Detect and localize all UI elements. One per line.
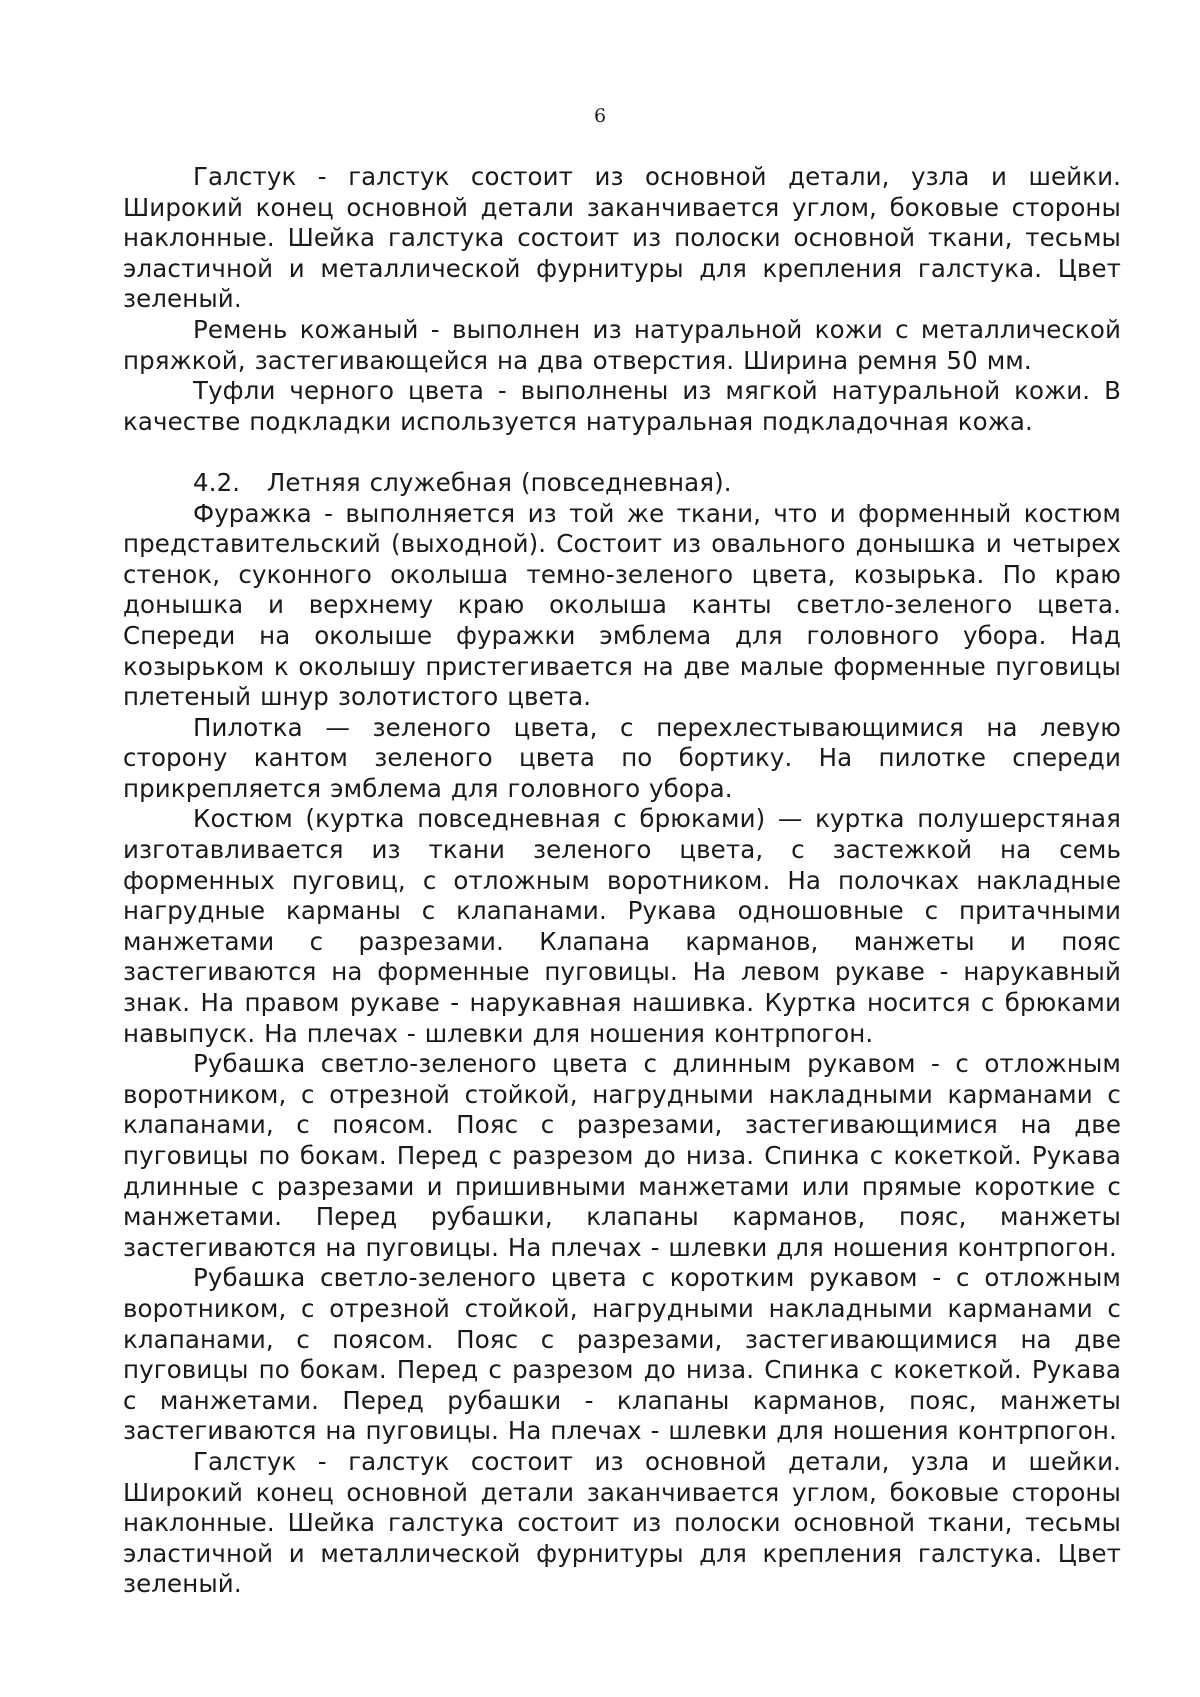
page-number: 6 (593, 105, 607, 127)
paragraph-long-sleeve-shirt: Рубашка светло-зеленого цвета с длинным рукавом - с отложным воротником, с отрезной стойкой, нагрудными накладными карманами с клапанами, с поясом. Пояс с разрезами, застегивающимися на две пуговицы по бокам. Перед с разрезом до низа. Спинка с кокеткой. Рукава длинные с разрезами и пришивными манжетами или прямые короткие с манжетами. Перед рубашки, клапаны карманов, пояс, манжеты застегиваются на пуговицы. На плечах - шлевки для ношения контрпогон. (123, 1049, 1121, 1262)
paragraph-jacket-suit: Костюм (куртка повседневная с брюками) — куртка полушерстяная изготавливается из ткани зеленого цвета, с застежкой на семь форменных пуговиц, с отложным воротником. На полочках накладные нагрудные карманы с клапанами. Рукава одношовные с притачными манжетами с разрезами. Клапана карманов, манжеты и пояс застегиваются на форменные пуговицы. На левом рукаве - нарукавный знак. На правом рукаве - нарукавная нашивка. Куртка носится с брюками навыпуск. На плечах - шлевки для ношения контрпогон. (123, 804, 1121, 1048)
document-body (123, 162, 1121, 1600)
paragraph-leather-belt: Ремень кожаный - выполнен из натуральной кожи с металлической пряжкой, застегивающейся на два отверстия. Ширина ремня 50 мм. (123, 314, 1121, 375)
paragraph-peaked-cap: Фуражка - выполняется из той же ткани, что и форменный костюм представительский (выходной). Состоит из овального донышка и четырех стенок, суконного околыша темно-зеленого цвета, козырька. По краю донышка и верхнему краю околыша канты светло-зеленого цвета. Спереди на околыше фуражки эмблема для головного убора. Над козырьком к околышу пристегивается на две малые форменные пуговицы плетеный шнур золотистого цвета. (123, 498, 1121, 712)
paragraph-garrison-cap: Пилотка — зеленого цвета, с перехлестывающимися на левую сторону кантом зеленого цвета по бортику. На пилотке спереди прикрепляется эмблема для головного убора. (123, 712, 1121, 803)
paragraph-short-sleeve-shirt: Рубашка светло-зеленого цвета с коротким рукавом - с отложным воротником, с отрезной стойкой, нагрудными накладными карманами с клапанами, с поясом. Пояс с разрезами, застегивающимися на две пуговицы по бокам. Перед с разрезом до низа. Спинка с кокеткой. Рукава с манжетами. Перед рубашки - клапаны карманов, пояс, манжеты застегиваются на пуговицы. На плечах - шлевки для ношения контрпогон. (123, 1263, 1121, 1446)
paragraph-necktie: Галстук - галстук состоит из основной детали, узла и шейки. Широкий конец основной детали заканчивается углом, боковые стороны наклонные. Шейка галстука состоит из полоски основной ткани, тесьмы эластичной и металлической фурнитуры для крепления галстука. Цвет зеленый. (123, 162, 1121, 314)
section-heading: 4.2. Летняя служебная (повседневная). (193, 467, 732, 497)
paragraph-necktie-summer: Галстук - галстук состоит из основной детали, узла и шейки. Широкий конец основной детали заканчивается углом, боковые стороны наклонные. Шейка галстука состоит из полоски основной ткани, тесьмы эластичной и металлической фурнитуры для крепления галстука. Цвет зеленый. (123, 1446, 1121, 1599)
paragraph-black-shoes: Туфли черного цвета - выполнены из мягкой натуральной кожи. В качестве подкладки используется натуральная подкладочная кожа. (123, 376, 1121, 436)
